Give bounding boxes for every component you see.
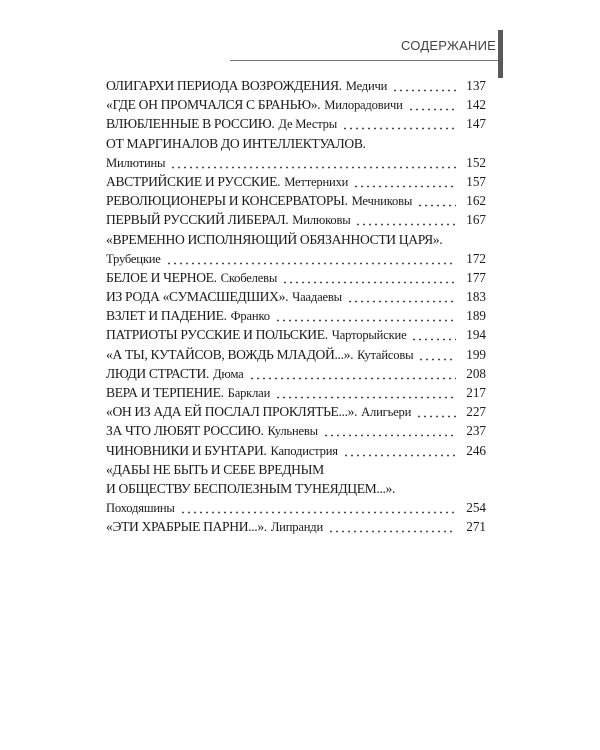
- toc-entry[interactable]: [106, 441, 486, 460]
- toc-line: [106, 268, 486, 287]
- toc-entry[interactable]: [106, 210, 486, 229]
- toc-entry-page: 167: [466, 212, 486, 228]
- toc-entry[interactable]: [106, 306, 486, 325]
- toc-entry-page: 237: [466, 423, 486, 439]
- toc-entry[interactable]: [106, 172, 486, 191]
- toc-entry-page: 137: [466, 78, 486, 93]
- toc-entry-family: Де Местры: [278, 117, 338, 132]
- dot-leader: [275, 383, 456, 402]
- dot-leader: [392, 76, 456, 95]
- toc-line: [106, 325, 486, 344]
- toc-entry[interactable]: [106, 325, 486, 344]
- toc-entry-title: «ЭТИ ХРАБРЫЕ ПАРНИ...».: [106, 519, 267, 535]
- dot-leader: [249, 364, 456, 383]
- dot-leader: [347, 287, 456, 306]
- toc-line: [106, 421, 486, 440]
- toc-entry-family: Каподистрия: [270, 443, 338, 458]
- toc-line: [106, 210, 486, 229]
- toc-entry-family: Липранди: [270, 520, 324, 535]
- toc-entry-title: «А ТЫ, КУТАЙСОВ, ВОЖДЬ МЛАДОЙ...».: [106, 346, 354, 362]
- header-edge-tab: [498, 30, 503, 78]
- toc-line: [106, 364, 486, 383]
- toc-entry[interactable]: [106, 364, 486, 383]
- toc-entry-family: Трубецкие: [106, 251, 161, 266]
- toc-line: [106, 306, 486, 325]
- toc-line: [106, 383, 486, 402]
- toc-line: [106, 230, 486, 249]
- toc-entry-family: Милюковы: [292, 213, 351, 228]
- toc-entry[interactable]: [106, 345, 486, 364]
- dot-leader: [282, 268, 456, 287]
- toc-line: [106, 402, 486, 421]
- toc-entry-page: 157: [466, 173, 486, 189]
- toc-entry[interactable]: [106, 421, 486, 440]
- dot-leader: [353, 172, 456, 191]
- toc-line: [106, 498, 486, 517]
- dot-leader: [170, 153, 456, 172]
- toc-entry-family: Кульневы: [267, 424, 318, 439]
- toc-entry[interactable]: [106, 402, 486, 421]
- dot-leader: [328, 517, 456, 536]
- toc-entry-title: ОЛИГАРХИ ПЕРИОДА ВОЗРОЖДЕНИЯ.: [106, 78, 342, 93]
- toc-entry-family: Алигьери: [361, 405, 412, 420]
- toc-line: [106, 441, 486, 460]
- toc-entry-title: ЗА ЧТО ЛЮБЯТ РОССИЮ.: [106, 423, 264, 439]
- toc-line: [106, 249, 486, 268]
- toc-entry-page: 152: [466, 154, 486, 170]
- toc-entry-page: 194: [466, 327, 486, 343]
- toc-entry-family: Франко: [230, 309, 270, 324]
- toc-entry-title: ВЕРА И ТЕРПЕНИЕ.: [106, 385, 224, 400]
- toc-line: [106, 345, 486, 364]
- toc-entry-title: ОТ МАРГИНАЛОВ ДО ИНТЕЛЛЕКТУАЛОВ.: [106, 135, 366, 151]
- toc-entry-family: Мечниковы: [351, 194, 413, 209]
- toc-entry-page: 199: [466, 346, 486, 362]
- toc-entry-page: 271: [466, 519, 486, 535]
- toc-entry-page: 162: [466, 193, 486, 209]
- toc-entry[interactable]: [106, 114, 486, 133]
- toc-entry-title: ВЛЮБЛЕННЫЕ В РОССИЮ.: [106, 116, 275, 132]
- running-head-title: СОДЕРЖАНИЕ: [400, 38, 496, 53]
- toc-entry-page: 142: [466, 97, 486, 113]
- dot-leader: [166, 249, 456, 268]
- dot-leader: [411, 325, 456, 344]
- toc-entry-family: Кутайсовы: [357, 347, 414, 362]
- dot-leader: [343, 441, 456, 460]
- toc-entry[interactable]: [106, 268, 486, 287]
- toc-entry-family: Походяшины: [106, 501, 175, 516]
- toc-entry-title: РЕВОЛЮЦИОНЕРЫ И КОНСЕРВАТОРЫ.: [106, 193, 348, 209]
- toc-line: [106, 114, 486, 133]
- toc-entry-title: ИЗ РОДА «СУМАСШЕДШИХ».: [106, 289, 289, 305]
- header-rule: [230, 60, 500, 61]
- toc-entry-title: «ВРЕМЕННО ИСПОЛНЯЮЩИЙ ОБЯЗАННОСТИ ЦАРЯ».: [106, 231, 443, 247]
- toc-entry-page: 254: [466, 500, 486, 516]
- dot-leader: [180, 498, 456, 517]
- dot-leader: [418, 345, 456, 364]
- toc-line: [106, 460, 486, 479]
- toc-entry-family: Милютины: [106, 155, 166, 170]
- toc-entry-page: 183: [466, 289, 486, 305]
- toc-line: [106, 479, 486, 498]
- toc-entry[interactable]: [106, 383, 486, 402]
- toc-entry-family: Скобелевы: [220, 270, 278, 285]
- toc-entry-title-line2: И ОБЩЕСТВУ БЕСПОЛЕЗНЫМ ТУНЕЯДЦЕМ...».: [106, 480, 396, 496]
- toc-line: [106, 95, 486, 114]
- toc-entry[interactable]: [106, 230, 486, 268]
- toc-entry-title: ВЗЛЕТ И ПАДЕНИЕ.: [106, 308, 227, 324]
- dot-leader: [416, 402, 456, 421]
- toc-entry-page: 246: [466, 442, 486, 458]
- toc-entry-family: Медичи: [345, 79, 388, 93]
- toc-entry-page: 208: [466, 365, 486, 381]
- dot-leader: [355, 210, 456, 229]
- toc-entry-family: Меттернихи: [284, 174, 349, 189]
- toc-line: [106, 172, 486, 191]
- toc-entry-page: 147: [466, 116, 486, 132]
- toc-entry-page: 177: [466, 269, 486, 285]
- table-of-contents: [106, 76, 486, 537]
- toc-entry-family: Барклаи: [227, 386, 271, 400]
- toc-entry[interactable]: [106, 517, 486, 536]
- toc-entry-family: Чаадаевы: [292, 290, 342, 305]
- dot-leader: [408, 95, 456, 114]
- toc-entry-page: 172: [466, 250, 486, 266]
- toc-entry-page: 217: [466, 385, 486, 400]
- toc-entry[interactable]: [106, 191, 486, 210]
- dot-leader: [342, 114, 456, 133]
- toc-entry[interactable]: [106, 134, 486, 172]
- dot-leader: [417, 191, 456, 210]
- toc-line: [106, 191, 486, 210]
- toc-line: [106, 287, 486, 306]
- toc-entry-family: Дюма: [213, 366, 244, 381]
- toc-entry-title: АВСТРИЙСКИЕ И РУССКИЕ.: [106, 173, 281, 189]
- toc-entry[interactable]: [106, 76, 486, 95]
- toc-entry-title: «ОН ИЗ АДА ЕЙ ПОСЛАЛ ПРОКЛЯТЬЕ...».: [106, 404, 358, 420]
- toc-entry-title: ЧИНОВНИКИ И БУНТАРИ.: [106, 442, 267, 458]
- toc-entry[interactable]: [106, 460, 486, 518]
- toc-entry-page: 227: [466, 404, 486, 420]
- dot-leader: [323, 421, 456, 440]
- toc-entry-title: «ГДЕ ОН ПРОМЧАЛСЯ С БРАНЬЮ».: [106, 97, 321, 113]
- toc-entry-title: БЕЛОЕ И ЧЕРНОЕ.: [106, 269, 217, 285]
- toc-line: [106, 517, 486, 536]
- toc-entry-title: ПАТРИОТЫ РУССКИЕ И ПОЛЬСКИЕ.: [106, 327, 328, 343]
- toc-entry-title: «ДАБЫ НЕ БЫТЬ И СЕБЕ ВРЕДНЫМ: [106, 461, 324, 477]
- toc-entry-family: Милорадовичи: [324, 98, 403, 113]
- toc-line: [106, 76, 486, 95]
- toc-entry-title: ПЕРВЫЙ РУССКИЙ ЛИБЕРАЛ.: [106, 212, 289, 228]
- toc-line: [106, 153, 486, 172]
- toc-entry-title: ЛЮДИ СТРАСТИ.: [106, 365, 210, 381]
- toc-entry-family: Чарторыйские: [331, 328, 407, 343]
- toc-line: [106, 134, 486, 153]
- toc-entry[interactable]: [106, 95, 486, 114]
- toc-entry-page: 189: [466, 308, 486, 324]
- toc-entry[interactable]: [106, 287, 486, 306]
- dot-leader: [275, 306, 456, 325]
